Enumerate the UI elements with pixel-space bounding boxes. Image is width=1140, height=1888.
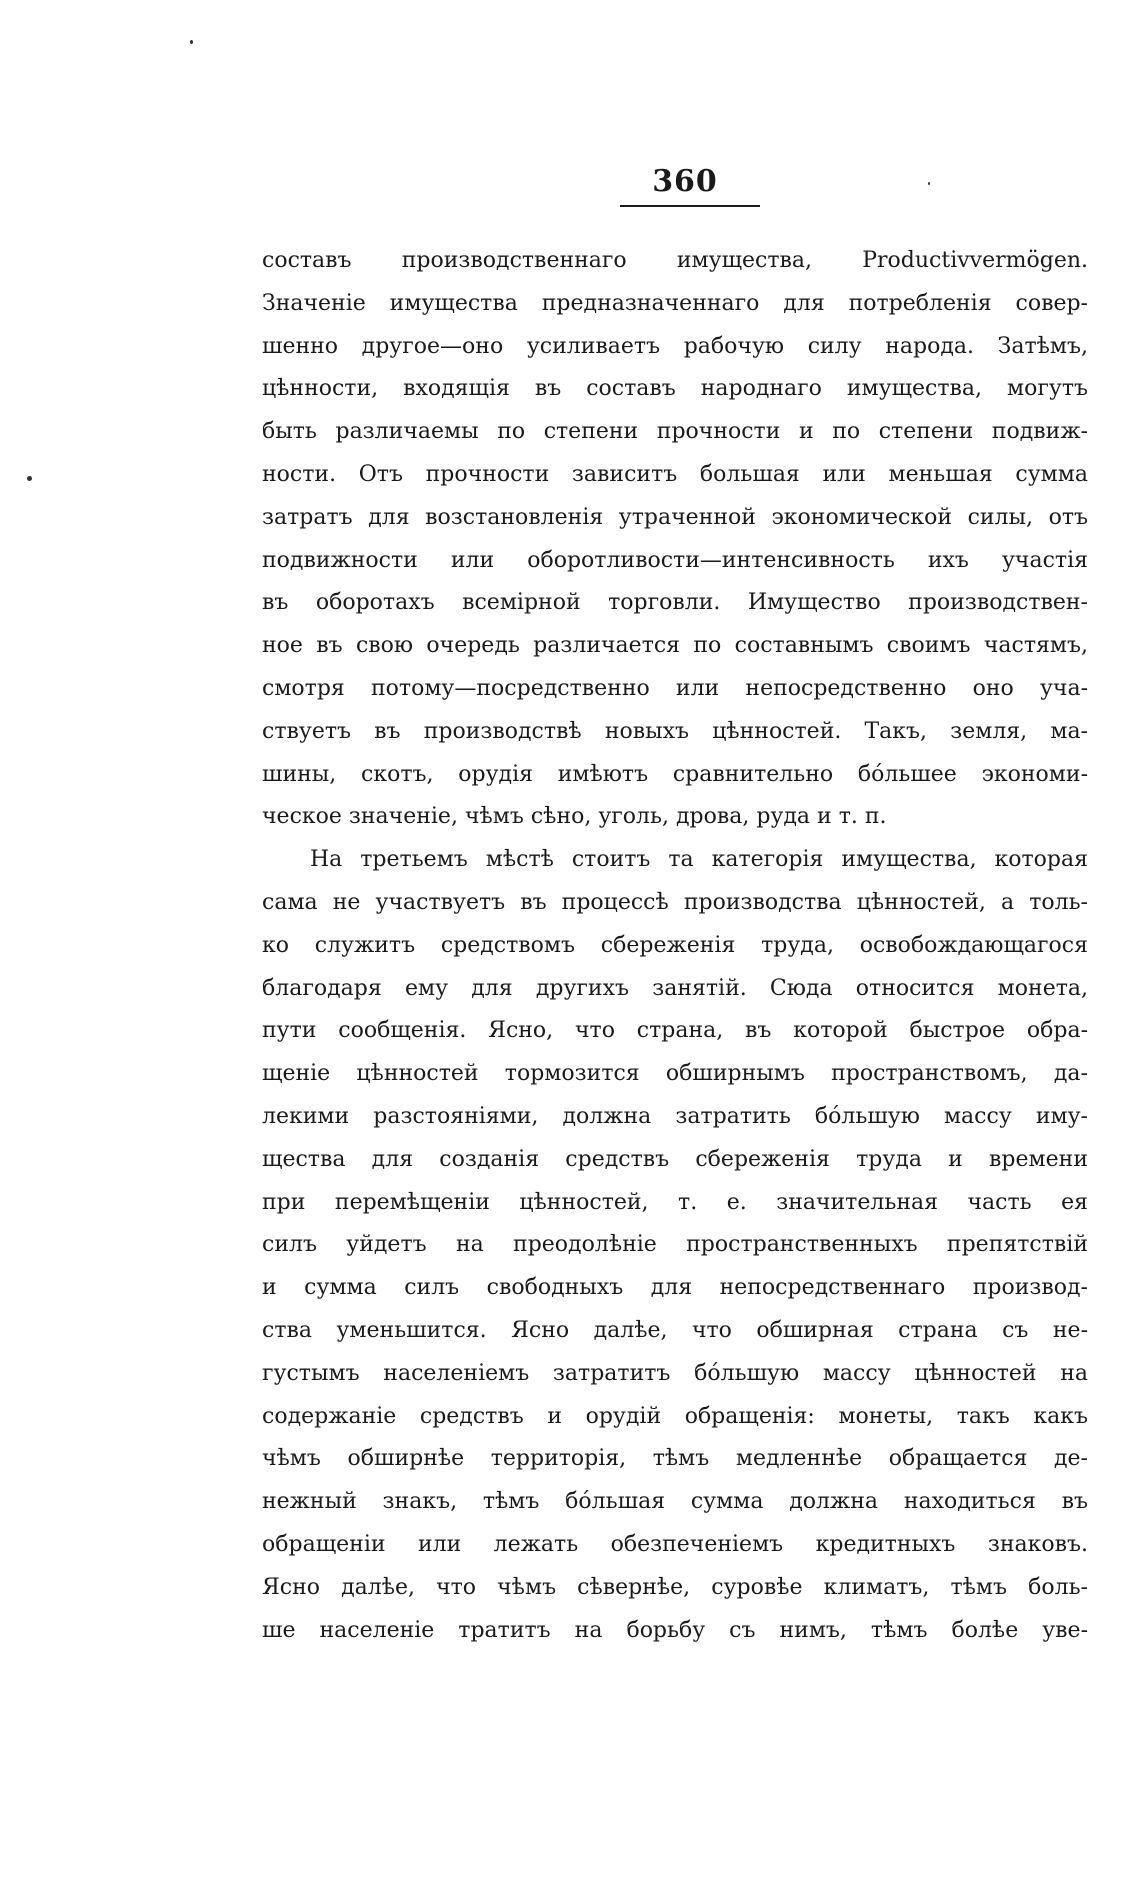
text-line: ше населеніе тратитъ на борьбу съ нимъ, тѣмъ болѣе уве- [262, 1617, 1088, 1643]
text-line: нежный знакъ, тѣмъ бóльшая сумма должна находиться въ [262, 1489, 1088, 1515]
text-line: ное въ свою очередь различается по составнымъ своимъ частямъ, [262, 633, 1088, 659]
text-line: шины, скотъ, орудія имѣютъ сравнительно бóльшее экономи- [262, 761, 1088, 787]
page-number: 360 [652, 164, 718, 199]
text-line: затратъ для возстановленія утраченной экономической силы, отъ [262, 504, 1088, 530]
text-line: содержаніе средствъ и орудій обращенія: монеты, такъ какъ [262, 1403, 1088, 1429]
text-line: лекими разстояніями, должна затратить бóльшую массу иму- [262, 1103, 1088, 1129]
text-line: составъ производственнаго имущества, Productivvermögen. [262, 248, 1088, 273]
text-line: чѣмъ обширнѣе территорія, тѣмъ медленнѣе обращается де- [262, 1446, 1088, 1472]
text-line: быть различаемы по степени прочности и по степени подвиж- [262, 419, 1088, 445]
header-rule [620, 205, 760, 207]
paragraph-2 [262, 839, 1088, 1652]
text-line: при перемѣщеніи цѣнностей, т. е. значительная часть ея [262, 1189, 1088, 1215]
ink-speck [27, 476, 32, 481]
text-line: пути сообщенія. Ясно, что страна, въ которой быстрое обра- [262, 1018, 1088, 1044]
text-line: Ясно далѣе, что чѣмъ сѣвернѣе, суровѣе климатъ, тѣмъ боль- [262, 1574, 1088, 1600]
text-line: сама не участвуетъ въ процессѣ производства цѣнностей, а толь- [262, 889, 1088, 915]
text-line: силъ уйдетъ на преодолѣніе пространственныхъ препятствій [262, 1232, 1088, 1258]
text-line: густымъ населеніемъ затратитъ бóльшую массу цѣнностей на [262, 1360, 1088, 1386]
body-text [262, 240, 1088, 1652]
text-line: Значеніе имущества предназначеннаго для потребленія совер- [262, 290, 1088, 316]
text-line: ности. Отъ прочности зависитъ большая или меньшая сумма [262, 461, 1088, 487]
text-line: ства уменьшится. Ясно далѣе, что обширная страна съ не- [262, 1317, 1088, 1343]
text-line: благодаря ему для другихъ занятій. Сюда относится монета, [262, 975, 1088, 1001]
paragraph-1 [262, 240, 1088, 839]
text-line: На третьемъ мѣстѣ стоитъ та категорія имущества, которая [310, 847, 1088, 873]
text-line: обращеніи или лежать обезпеченіемъ кредитныхъ знаковъ. [262, 1531, 1088, 1557]
text-line: и сумма силъ свободныхъ для непосредственнаго производ- [262, 1275, 1088, 1301]
text-line: смотря потому—посредственно или непосредственно оно уча- [262, 675, 1088, 701]
text-line: цѣнности, входящія въ составъ народнаго имущества, могутъ [262, 376, 1088, 402]
text-line: ствуетъ въ производствѣ новыхъ цѣнностей. Такъ, земля, ма- [262, 718, 1088, 744]
text-line: шенно другое—оно усиливаетъ рабочую силу народа. Затѣмъ, [262, 333, 1088, 359]
text-line: щеніе цѣнностей тормозится обширнымъ пространствомъ, да- [262, 1061, 1088, 1087]
text-line: ческое значеніе, чѣмъ сѣно, уголь, дрова, руда и т. п. [262, 804, 887, 830]
text-line: въ оборотахъ всемірной торговли. Имущество производствен- [262, 590, 1088, 616]
ink-speck [190, 40, 193, 44]
text-line: ко служитъ средствомъ сбереженія труда, освобождающагося [262, 932, 1088, 958]
ink-speck [928, 182, 930, 185]
text-line: щества для созданія средствъ сбереженія труда и времени [262, 1146, 1088, 1172]
text-line: подвижности или оборотливости—интенсивность ихъ участія [262, 547, 1088, 573]
